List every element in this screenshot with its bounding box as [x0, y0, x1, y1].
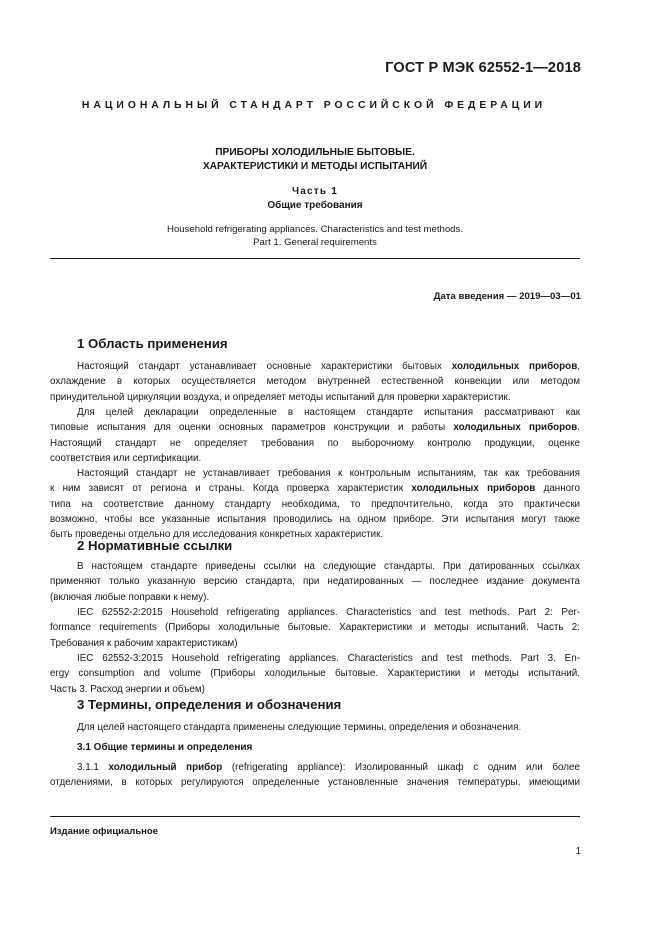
- text-line: В настоящем стандарте приведены ссылки на следующие стандарты. При датированных ссылках: [77, 561, 580, 572]
- section-3-heading: 3 Термины, определения и обозначения: [77, 697, 342, 712]
- text-line: Требования к рабочим характеристикам): [50, 637, 238, 649]
- section-1-paragraph-2: [50, 405, 580, 466]
- english-title-line-2: Part 1. General requirements: [253, 236, 377, 248]
- text-line: ergy consumption and volume (Приборы холодильные бытовые. Характеристики и методы испытаний.: [50, 668, 580, 680]
- date-of-introduction: Дата введения — 2019—03—01: [433, 291, 581, 302]
- section-2-reference-2: [50, 651, 580, 697]
- title-line-2: ХАРАКТЕРИСТИКИ И МЕТОДЫ ИСПЫТАНИЙ: [202, 161, 428, 172]
- section-1-heading: 1 Область применения: [77, 336, 228, 351]
- section-1-paragraph-1: [50, 359, 580, 405]
- document-id: ГОСТ Р МЭК 62552-1—2018: [385, 60, 581, 76]
- text-line: быть проведены отдельно для исследования конкретных характеристик.: [50, 529, 384, 541]
- text-line: соответствия или сертификации.: [50, 453, 202, 465]
- section-2-reference-1: [50, 605, 580, 651]
- text-line: 3.1.1 холодильный прибор (refrigerating appliance): Изолированный шкаф с одним или более: [77, 762, 580, 773]
- text-line: к ним зависят от региона и страны. Когда проверка характеристик холодильных приборов данного: [50, 483, 581, 495]
- subsection-3-1-heading: 3.1 Общие термины и определения: [77, 742, 253, 753]
- text-line: Для целей настоящего стандарта применены следующие термины, определения и обозначения.: [77, 722, 522, 733]
- footer-rule: [50, 816, 580, 817]
- text-line: типовые испытания для оценки основных параметров конструкции и работы холодильных приборов.: [50, 422, 580, 434]
- english-title: [50, 224, 580, 249]
- text-line: (включая любые поправки к нему).: [50, 591, 210, 603]
- text-line: принудительной циркуляции воздуха, и определяет методы испытаний для проверки характеристик.: [50, 391, 511, 403]
- document-title: [50, 146, 580, 174]
- page-number: 1: [575, 846, 581, 857]
- text-line: Настоящий стандарт устанавливает основные характеристики бытовых холодильных приборов,: [77, 361, 580, 372]
- text-line: IEC 62552-2:2015 Household refrigerating appliances. Characteristics and test methods. Part 2: Per-: [77, 607, 580, 618]
- national-standard-heading: НАЦИОНАЛЬНЫЙ СТАНДАРТ РОССИЙСКОЙ ФЕДЕРАЦИИ: [81, 100, 547, 111]
- title-line-1: ПРИБОРЫ ХОЛОДИЛЬНЫЕ БЫТОВЫЕ.: [215, 147, 415, 158]
- section-3-paragraph-1: [50, 720, 580, 735]
- text-line: Настоящий стандарт не устанавливает требования к контрольным испытаниям, так как требования: [77, 468, 580, 479]
- text-line: IEC 62552-3:2015 Household refrigerating appliances. Characteristics and test methods. Part 3. En-: [77, 653, 580, 664]
- term-3-1-1: [50, 760, 580, 791]
- text-line: возможно, чтобы все указанные испытания проводились на одном приборе. Эти испытания могут также: [50, 514, 580, 526]
- text-line: Для целей декларации определенные в настоящем стандарте испытания рассматривают как: [77, 407, 580, 418]
- part-block: [50, 185, 580, 213]
- text-line: Часть 3. Расход энергии и объем): [50, 683, 205, 695]
- term-name: холодильный прибор: [108, 762, 223, 773]
- section-2-heading: 2 Нормативные ссылки: [77, 538, 233, 553]
- official-edition-label: Издание официальное: [50, 826, 158, 837]
- part-title: Общие требования: [267, 200, 363, 211]
- section-1-paragraph-3: [50, 466, 580, 543]
- text-line: применяют только указанную версию стандарта, при недатированных — последнее издание документа: [50, 576, 580, 588]
- english-title-line-1: Household refrigerating appliances. Characteristics and test methods.: [167, 224, 463, 235]
- text-line: отделениями, в которых регулируются определенные установленные значения температуры, имеющими: [50, 777, 580, 789]
- section-2-paragraph-1: [50, 559, 580, 605]
- text-line: типа на соответствие данному стандарту необходима, то предпочтительно, когда это практически: [50, 498, 580, 510]
- text-line: formance requirements (Приборы холодильные бытовые. Характеристики и методы испытаний. Часть 2:: [50, 622, 580, 634]
- part-label: Часть 1: [292, 186, 338, 197]
- header-rule: [50, 258, 580, 259]
- text-line: охлаждение в которых осуществляется методом внутренней естественной конвекции или методом: [50, 376, 580, 388]
- text-line: Настоящий стандарт не определяет требования по выборочному контролю продукции, оценке: [50, 437, 580, 449]
